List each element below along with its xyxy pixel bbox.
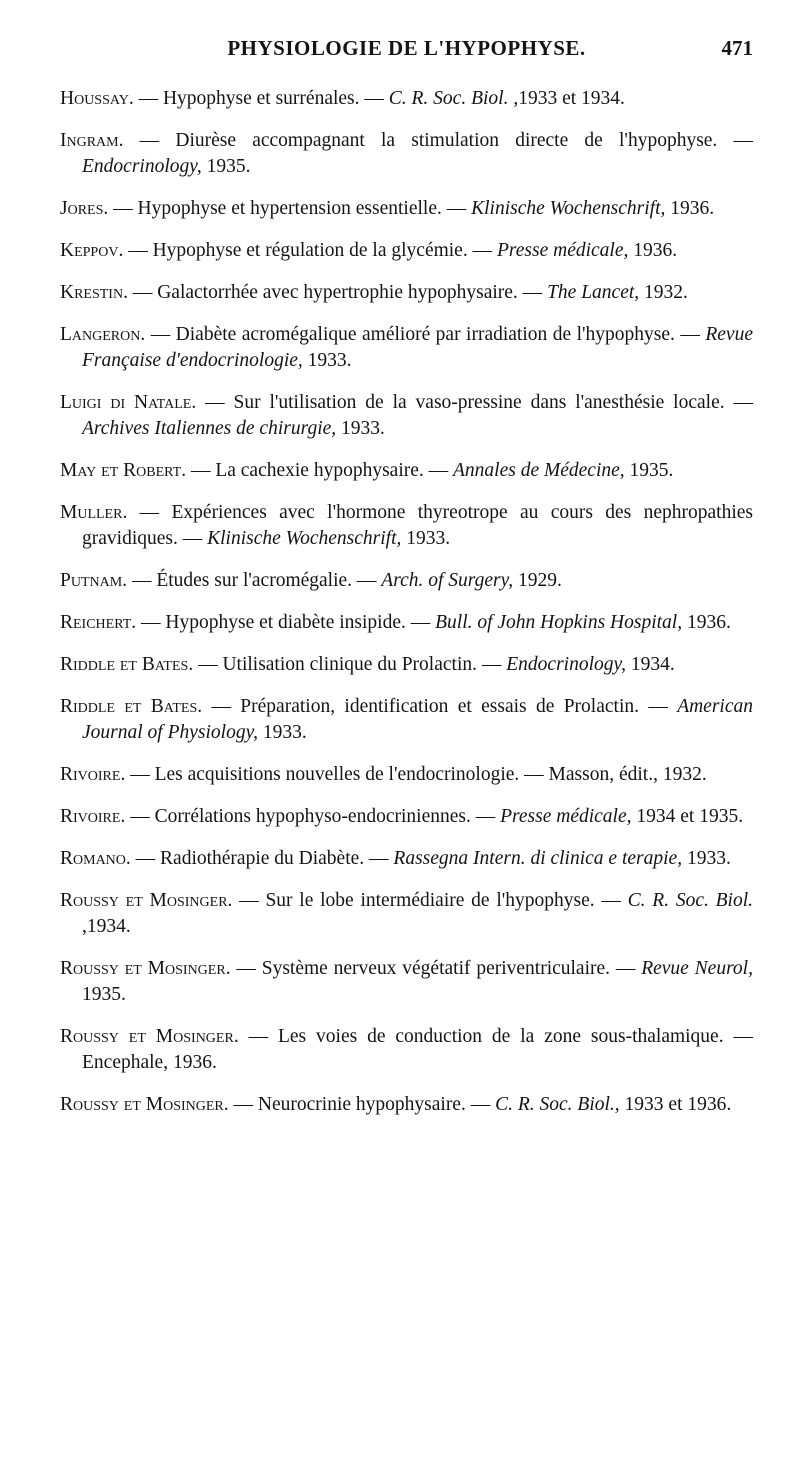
entry-year: 1933. (336, 418, 385, 439)
entry-title: . — La cachexie hypophysaire. — (181, 460, 454, 481)
bibliography-entry (60, 500, 753, 552)
entry-author: Rivoire (60, 764, 121, 785)
bibliography-entry (60, 610, 753, 636)
entry-title: . — Expériences avec l'hormone thyreotrope au cours des nephropathies gravidiques. — (82, 502, 753, 549)
entry-journal: American Journal of Physiology, (82, 696, 753, 743)
bibliography-entry (60, 128, 753, 180)
bibliography-entry (60, 86, 753, 112)
entry-author: Roussy et Mosinger (60, 1026, 234, 1047)
entry-title: . — Utilisation clinique du Prolactin. — (188, 654, 507, 675)
entry-title: . — Les acquisitions nouvelles de l'endocrinologie. — Masson, édit., (120, 764, 658, 785)
entry-author: May et Robert (60, 460, 182, 481)
bibliography-entry (60, 762, 753, 788)
entry-journal: Endocrinology, (82, 156, 202, 177)
entry-title: . — Sur le lobe intermédiaire de l'hypophyse. — (227, 890, 628, 911)
entry-author: Krestin (60, 282, 124, 303)
entry-year: 1933. (682, 848, 731, 869)
entry-author: Keppov (60, 240, 119, 261)
entry-journal: Annales de Médecine, (453, 460, 625, 481)
entry-author: Langeron (60, 324, 141, 345)
entry-title: . — Diurèse accompagnant la stimulation directe de l'hypophyse. — (118, 130, 753, 151)
bibliography-entry (60, 804, 753, 830)
entry-author: Jores (60, 198, 104, 219)
entry-journal: C. R. Soc. Biol., (495, 1094, 620, 1115)
entry-title: . — Les voies de conduction de la zone sous-thalamique. — Encephale, (82, 1026, 753, 1073)
entry-title: . — Hypophyse et hypertension essentielle. — (103, 198, 472, 219)
entry-author: Reichert (60, 612, 132, 633)
entry-year: 1936. (665, 198, 715, 219)
entry-title: . — Diabète acromégalique amélioré par irradiation de l'hypophyse. — (140, 324, 706, 345)
entry-author: Roussy et Mosinger (60, 958, 226, 979)
bibliography-entry (60, 568, 753, 594)
entry-journal: Presse médicale, (496, 240, 629, 261)
entry-year: 1933 et 1936. (619, 1094, 732, 1115)
entry-title: . — Préparation, identification et essais de Prolactin. — (197, 696, 678, 717)
running-title: PHYSIOLOGIE DE L'HYPOPHYSE. (227, 36, 586, 60)
entry-author: Ingram (60, 130, 119, 151)
entry-journal: Archives Italiennes de chirurgie, (82, 418, 337, 439)
entry-title: . — Galactorrhée avec hypertrophie hypophysaire. — (123, 282, 548, 303)
entry-author: Riddle et Bates (60, 696, 198, 717)
entry-title: . — Système nerveux végétatif periventriculaire. — (225, 958, 642, 979)
bibliography-entry (60, 196, 753, 222)
entry-title: . — Hypophyse et diabète insipide. — (131, 612, 436, 633)
bibliography-entry (60, 1092, 753, 1118)
entry-year: 1936. (682, 612, 731, 633)
entry-journal: The Lancet, (547, 282, 640, 303)
entry-title: . — Hypophyse et surrénales. — (128, 88, 389, 109)
bibliography-entry (60, 652, 753, 678)
entry-year: 1936. (168, 1052, 217, 1073)
bibliography-entry (60, 888, 753, 940)
entry-year: 1933. (401, 528, 451, 549)
entry-author: Muller (60, 502, 123, 523)
entry-journal: Revue Neurol, (641, 958, 753, 979)
entry-title: . — Hypophyse et régulation de la glycémie. — (118, 240, 497, 261)
bibliography-entry (60, 956, 753, 1008)
bibliography-entry (60, 390, 753, 442)
bibliography-entry (60, 458, 753, 484)
bibliography-entry (60, 238, 753, 264)
entry-year: 1935. (82, 984, 126, 1005)
page-header (60, 36, 753, 76)
bibliography-entry (60, 280, 753, 306)
entry-year: 1933. (258, 722, 307, 743)
entry-journal: Klinische Wochenschrift, (207, 528, 402, 549)
entry-journal: Arch. of Surgery, (381, 570, 514, 591)
entry-journal: Revue Française d'endocrinologie, (82, 324, 753, 371)
entry-year: 1934. (625, 654, 675, 675)
entry-title: . — Radiothérapie du Diabète. — (125, 848, 394, 869)
bibliography-entry (60, 846, 753, 872)
entry-year: 1935. (624, 460, 674, 481)
entry-year: ,1933 et 1934. (508, 88, 625, 109)
entry-journal: Presse médicale, (500, 806, 632, 827)
entry-author: Roussy et Mosinger (60, 890, 228, 911)
entry-author: Putnam (60, 570, 123, 591)
bibliography-entry (60, 694, 753, 746)
entry-journal: Rassegna Intern. di clinica e terapie, (393, 848, 683, 869)
entry-journal: Klinische Wochenschrift, (471, 198, 666, 219)
bibliography-entry (60, 322, 753, 374)
entry-author: Romano (60, 848, 126, 869)
entry-year: 1933. (302, 350, 352, 371)
entry-author: Roussy et Mosinger (60, 1094, 224, 1115)
entry-journal: C. R. Soc. Biol. (388, 88, 509, 109)
entry-title: . — Corrélations hypophyso-endocriniennes. — (120, 806, 501, 827)
page-number: 471 (721, 36, 753, 60)
entry-year: 1935. (201, 156, 251, 177)
entry-year: 1929. (513, 570, 562, 591)
entry-year: ,1934. (82, 916, 131, 937)
entry-year: 1932. (657, 764, 707, 785)
entry-year: 1936. (628, 240, 678, 261)
entry-author: Luigi di Natale (60, 392, 192, 413)
entry-year: 1934 et 1935. (631, 806, 744, 827)
entry-author: Houssay (60, 88, 129, 109)
entry-journal: Bull. of John Hopkins Hospital, (435, 612, 683, 633)
entry-journal: C. R. Soc. Biol. (627, 890, 753, 911)
entry-title: . — Neurocrinie hypophysaire. — (223, 1094, 496, 1115)
entry-author: Riddle et Bates (60, 654, 189, 675)
bibliography-entry (60, 1024, 753, 1076)
bibliography-list (60, 86, 753, 1134)
entry-author: Rivoire (60, 806, 121, 827)
entry-year: 1932. (639, 282, 688, 303)
entry-title: . — Études sur l'acromégalie. — (122, 570, 382, 591)
entry-title: . — Sur l'utilisation de la vaso-pressine dans l'anesthésie locale. — (191, 392, 753, 413)
entry-journal: Endocrinology, (506, 654, 626, 675)
